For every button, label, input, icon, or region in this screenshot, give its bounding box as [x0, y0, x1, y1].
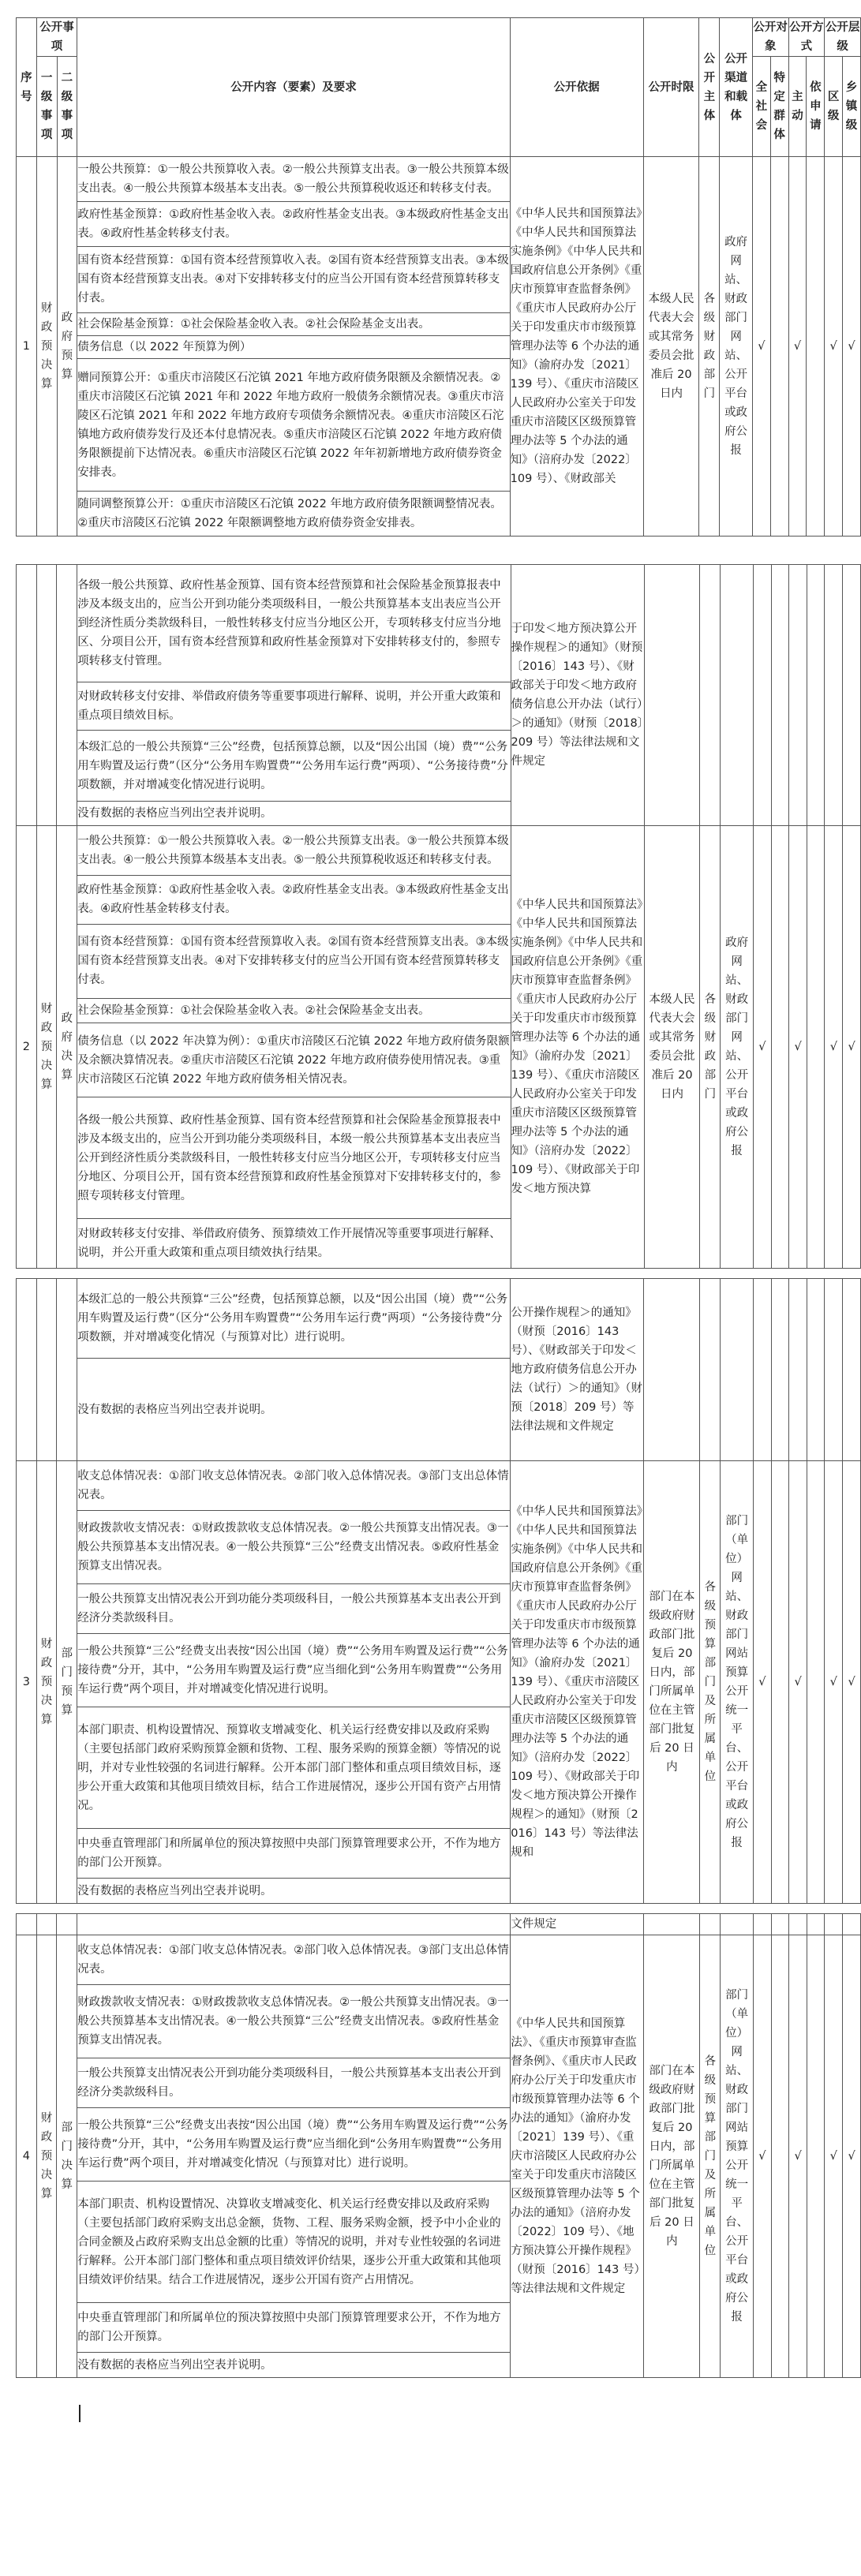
empty-cell — [721, 1914, 754, 1935]
empty-cell — [36, 565, 57, 826]
empty-cell — [771, 1279, 789, 1461]
empty-cell — [644, 565, 700, 826]
check-mark: √ — [843, 826, 861, 1269]
table-row — [17, 1935, 861, 1985]
empty-cell — [807, 1279, 825, 1461]
content-cell: 一般公共预算“三公”经费支出表按“因公出国（境）费”“公务用车购置及运行费”“公务接待费”分开，其中，“公务用车购置及运行费”应当细化到“公务用车购置费”“公务用车运行费”两个项目，并对增减变化情况（与预算对比）进行说明。 — [77, 2107, 511, 2181]
empty-cell — [789, 1279, 807, 1461]
disclosure-table-part-2 — [16, 564, 861, 1269]
subject-cell: 各级预算部门及所属单位 — [700, 1935, 721, 2378]
header-level-group: 公开层级 — [825, 18, 861, 57]
content-cell: 一般公共预算支出情况表公开到功能分类项级科目，一般公共预算基本支出表公开到经济分类款级科目。 — [77, 2058, 511, 2107]
check-mark: √ — [789, 1935, 807, 2378]
header-time: 公开时限 — [643, 18, 699, 157]
content-cell: 一般公共预算：①一般公共预算收入表。②一般公共预算支出表。③一般公共预算本级支出表。④一般公共预算本级基本支出表。⑤一般公共预算税收返还和转移支付表。 — [77, 826, 511, 876]
content-cell: 政府性基金预算：①政府性基金收入表。②政府性基金支出表。③本级政府性基金支出表。④政府性基金转移支付表。 — [77, 201, 510, 246]
content-cell: 对财政转移支付安排、举借政府债务等重要事项进行解释、说明，并公开重大政策和重点项目绩效目标。 — [77, 682, 511, 731]
empty-cell — [753, 1279, 771, 1461]
row-l2: 政府决算 — [57, 826, 77, 1269]
content-cell: 一般公共预算：①一般公共预算收入表。②一般公共预算支出表。③一般公共预算本级支出表。④一般公共预算本级基本支出表。⑤一般公共预算税收返还和转移支付表。 — [77, 157, 510, 202]
empty-cell — [721, 565, 754, 826]
header-target-specific: 特定群体 — [770, 57, 788, 157]
check-mark: √ — [843, 157, 861, 537]
empty-cell — [807, 1914, 825, 1935]
empty-cell — [771, 1461, 789, 1904]
empty-cell — [843, 1914, 861, 1935]
row-l1: 财政预决算 — [36, 1935, 57, 2378]
header-channel: 公开渠道和载体 — [720, 18, 753, 157]
header-mode-group: 公开方式 — [788, 18, 825, 57]
content-cell: 国有资本经营预算：①国有资本经营预算收入表。②国有资本经营预算支出表。③本级国有资本经营预算支出表。④对下安排转移支付的应当公开国有资本经营预算转移支付表。 — [77, 246, 510, 313]
header-mode-active: 主动 — [788, 57, 807, 157]
content-cell: 财政拨款收支情况表：①财政拨款收支总体情况表。②一般公共预算支出情况表。③一般公共预算基本支出情况表。④一般公共预算“三公”经费支出情况表。⑤政府性基金预算支出情况表。 — [77, 1510, 511, 1583]
content-cell: 没有数据的表格应当列出空表并说明。 — [77, 1879, 511, 1904]
empty-cell — [789, 1914, 807, 1935]
check-mark: √ — [843, 1461, 861, 1904]
empty-cell — [644, 1914, 700, 1935]
check-mark: √ — [789, 826, 807, 1269]
text-cursor — [79, 2405, 80, 2422]
table-row — [17, 1279, 861, 1359]
subject-cell: 各级财政部门 — [699, 157, 720, 537]
empty-cell — [771, 1935, 789, 2378]
disclosure-table-part-4 — [16, 1913, 861, 2378]
header-subject: 公开主体 — [699, 18, 720, 157]
header-no: 序号 — [17, 18, 37, 157]
content-cell: 对财政转移支付安排、举借政府债务、预算绩效工作开展情况等重要事项进行解释、说明，并公开重大政策和重点项目绩效执行结果。 — [77, 1219, 511, 1269]
subject-cell: 各级财政部门 — [700, 826, 721, 1269]
content-cell: 收支总体情况表：①部门收支总体情况表。②部门收入总体情况表。③部门支出总体情况表。 — [77, 1935, 511, 1985]
disclosure-table-part-1 — [16, 17, 861, 537]
content-cell: 一般公共预算支出情况表公开到功能分类项级科目，一般公共预算基本支出表公开到经济分类款级科目。 — [77, 1583, 511, 1633]
time-cell: 部门在本级政府财政部门批复后 20 日内，部门所属单位在主管部门批复后 20 日内 — [644, 1461, 700, 1904]
empty-cell — [843, 565, 861, 826]
check-mark: √ — [752, 157, 770, 537]
content-cell: 中央垂直管理部门和所属单位的预决算按照中央部门预算管理要求公开，不作为地方的部门公开预算。 — [77, 2303, 511, 2353]
check-mark: √ — [753, 1935, 771, 2378]
time-cell: 本级人民代表大会或其常务委员会批准后 20 日内 — [644, 826, 700, 1269]
empty-cell — [843, 1279, 861, 1461]
empty-cell — [753, 565, 771, 826]
check-mark: √ — [825, 1461, 843, 1904]
row-number: 2 — [17, 826, 37, 1269]
table-row — [17, 157, 861, 202]
disclosure-table-part-3 — [16, 1278, 861, 1904]
header-level-district: 区级 — [825, 57, 843, 157]
row-l1: 财政预决算 — [36, 157, 57, 537]
content-cell: 财政拨款收支情况表：①财政拨款收支总体情况表。②一般公共预算支出情况表。③一般公共预算基本支出情况表。④一般公共预算“三公”经费支出情况表。⑤政府性基金预算支出情况表。 — [77, 1984, 511, 2058]
empty-cell — [753, 1914, 771, 1935]
empty-cell — [770, 157, 788, 537]
empty-cell — [57, 1914, 77, 1935]
header-level-town: 乡镇级 — [843, 57, 861, 157]
empty-cell — [36, 1914, 57, 1935]
empty-cell — [771, 826, 789, 1269]
content-cell: 债务信息（以 2022 年预算为例） — [77, 336, 510, 359]
content-cell: 本部门职责、机构设置情况、决算收支增减变化、机关运行经费安排以及政府采购（主要包括部门政府采购支出总金额，货物、工程、服务采购金额，授予中小企业的合同金额及占政府采购支出总金额的比重）等情况的说明，并对专业性较强的名词进行解释。公开本部门部门整体和重点项目绩效评价结果，逐步公开重大政策和其他项目绩效评价结果。结合工作进展情况，逐步公开国有资产占用情况。 — [77, 2181, 511, 2303]
check-mark: √ — [825, 157, 843, 537]
channel-cell: 部门（单位）网站、财政部门网站预算公开统一平台、公开平台或政府公报 — [721, 1935, 754, 2378]
empty-cell — [807, 157, 825, 537]
basis-cell: 文件规定 — [511, 1914, 644, 1935]
row-number: 3 — [17, 1461, 37, 1904]
check-mark: √ — [789, 1461, 807, 1904]
table-row — [17, 1914, 861, 1935]
content-cell: 本部门职责、机构设置情况、预算收支增减变化、机关运行经费安排以及政府采购（主要包括部门政府采购预算金额和货物、工程、服务采购的预算金额）等情况的说明，并对专业性较强的名词进行解释。公开本部门部门整体和重点项目绩效目标，逐步公开重大政策和其他项目绩效目标，结合工作进展情况，逐步公开国有资产占用情况。 — [77, 1707, 511, 1829]
empty-cell — [825, 565, 843, 826]
content-cell: 没有数据的表格应当列出空表并说明。 — [77, 802, 511, 826]
content-cell: 各级一般公共预算、政府性基金预算、国有资本经营预算和社会保险基金预算报表中涉及本级支出的，应当公开到功能分类项级科目，一般公共预算基本支出表应当公开到经济性质分类款级科目，一般性转移支付应当分地区公开，专项转移支付应当分地区、分项目公开，国有资本经营预算和政府性基金预算对下安排转移支付的，参照专项转移支付管理。 — [77, 565, 511, 682]
empty-cell — [721, 1279, 754, 1461]
basis-cell: 《中华人民共和国预算法》《中华人民共和国预算法实施条例》《中华人民共和国政府信息公开条例》《重庆市预算审查监督条例》《重庆市人民政府办公厅关于印发重庆市市级预算管理办法等 6 个办法的通知》（渝府办发〔2021〕139 号）、《重庆市涪陵区人民政府办公室关于印发重庆市涪陵区区级预算管理办法等 5 个办法的通知》（涪府办发〔2022〕109 号）、《财政部关 — [510, 157, 643, 537]
empty-cell — [700, 1914, 721, 1935]
empty-cell — [644, 1279, 700, 1461]
empty-cell — [807, 1461, 825, 1904]
empty-cell — [807, 565, 825, 826]
empty-cell — [700, 1279, 721, 1461]
empty-cell — [807, 1935, 825, 2378]
empty-cell — [825, 1914, 843, 1935]
basis-cell: 《中华人民共和国预算法》、《重庆市预算审查监督条例》、《重庆市人民政府办公厅关于印发重庆市市级预算管理办法等 6 个办法的通知》（渝府办发〔2021〕139 号）、《重庆市涪陵区人民政府办公室关于印发重庆市涪陵区区级预算管理办法等 5 个办法的通知》（涪府办发〔2022〕109 号）、《地方预决算公开操作规程》（财预〔2016〕143 号）等法律法规和文件规定 — [511, 1935, 644, 2378]
empty-cell — [700, 565, 721, 826]
content-cell: 中央垂直管理部门和所属单位的预决算按照中央部门预算管理要求公开，不作为地方的部门公开预算。 — [77, 1829, 511, 1879]
check-mark: √ — [843, 1935, 861, 2378]
empty-cell — [17, 565, 37, 826]
header-content: 公开内容（要素）及要求 — [77, 18, 510, 157]
empty-cell — [77, 1914, 511, 1935]
header-basis: 公开依据 — [510, 18, 643, 157]
content-cell: 社会保险基金预算：①社会保险基金收入表。②社会保险基金支出表。 — [77, 313, 510, 336]
content-cell: 没有数据的表格应当列出空表并说明。 — [77, 1359, 511, 1461]
content-cell: 赠同预算公开：①重庆市涪陵区石沱镇 2021 年地方政府债务限额及余额情况表。②重庆市涪陵区石沱镇 2021 年和 2022 年地方政府一般债务余额情况表。③重庆市涪陵区石沱镇 2021 年和 2022 年地方政府专项债务余额情况表。④重庆市涪陵区石沱镇地方政府债券发行及还本付息情况表。⑤重庆市涪陵区石沱镇 2022 年地方政府债务限额提前下达情况表。⑥重庆市涪陵区石沱镇 2022 年年初新增地方政府债券资金安排表。 — [77, 359, 510, 492]
table-row — [17, 565, 861, 682]
content-cell: 一般公共预算“三公”经费支出表按“因公出国（境）费”“公务用车购置及运行费”“公务接待费”分开，其中，“公务用车购置及运行费”应当细化到“公务用车购置费”“公务用车运行费”两个项目，并对增减变化情况进行说明。 — [77, 1633, 511, 1707]
check-mark: √ — [825, 1935, 843, 2378]
channel-cell: 政府网站、财政部门网站、公开平台或政府公报 — [720, 157, 753, 537]
header-item-group: 公开事项 — [36, 18, 77, 57]
row-l2: 政府预算 — [57, 157, 77, 537]
time-cell: 本级人民代表大会或其常务委员会批准后 20 日内 — [643, 157, 699, 537]
empty-cell — [771, 1914, 789, 1935]
subject-cell: 各级预算部门及所属单位 — [700, 1461, 721, 1904]
table-row — [17, 1461, 861, 1511]
empty-cell — [789, 565, 807, 826]
row-l1: 财政预决算 — [36, 1461, 57, 1904]
empty-cell — [36, 1279, 57, 1461]
empty-cell — [807, 826, 825, 1269]
row-l2: 部门决算 — [57, 1935, 77, 2378]
check-mark: √ — [825, 826, 843, 1269]
content-cell: 债务信息（以 2022 年决算为例）：①重庆市涪陵区石沱镇 2022 年地方政府债务限额及余额决算情况表。②重庆市涪陵区石沱镇 2022 年地方政府债券使用情况表。③重庆市涪陵区石沱镇 2022 年地方政府债务相关情况表。 — [77, 1023, 511, 1097]
channel-cell: 政府网站、财政部门网站、公开平台或政府公报 — [721, 826, 754, 1269]
content-cell: 没有数据的表格应当列出空表并说明。 — [77, 2353, 511, 2378]
content-cell: 随同调整预算公开：①重庆市涪陵区石沱镇 2022 年地方政府债务限额调整情况表。②重庆市涪陵区石沱镇 2022 年限额调整地方政府债券资金安排表。 — [77, 492, 510, 537]
content-cell: 各级一般公共预算、政府性基金预算、国有资本经营预算和社会保险基金预算报表中涉及本级支出的，应当公开到功能分类项级科目，本级一般公共预算基本支出表应当公开到经济性质分类款级科目，一般性转移支付应当分地区公开，专项转移支付应当分地区、分项目公开，国有资本经营预算和政府性基金预算对下安排转移支付的，参照专项转移支付管理。 — [77, 1097, 511, 1219]
row-l1: 财政预决算 — [36, 826, 57, 1269]
header-item-l2: 二级事项 — [57, 57, 77, 157]
content-cell: 收支总体情况表：①部门收支总体情况表。②部门收入总体情况表。③部门支出总体情况表。 — [77, 1461, 511, 1511]
content-cell: 本级汇总的一般公共预算“三公”经费，包括预算总额，以及“因公出国（境）费”“公务用车购置及运行费”（区分“公务用车购置费”“公务用车运行费”两项）“公务接待费”分项数额，并对增减变化情况（与预算对比）进行说明。 — [77, 1279, 511, 1359]
header-mode-request: 依申请 — [807, 57, 825, 157]
empty-cell — [825, 1279, 843, 1461]
check-mark: √ — [753, 1461, 771, 1904]
basis-cell: 于印发＜地方预决算公开操作规程＞的通知》（财预〔2016〕143 号）、《财政部关于印发＜地方政府债务信息公开办法（试行）＞的通知》（财预〔2018〕209 号）等法律法规和文件规定 — [511, 565, 644, 826]
time-cell: 部门在本级政府财政部门批复后 20 日内，部门所属单位在主管部门批复后 20 日内 — [644, 1935, 700, 2378]
content-cell: 本级汇总的一般公共预算“三公”经费，包括预算总额，以及“因公出国（境）费”“公务用车购置及运行费”（区分“公务用车购置费”“公务用车运行费”两项）、“公务接待费”分项数额，并对增减变化情况进行说明。 — [77, 730, 511, 801]
empty-cell — [57, 1279, 77, 1461]
empty-cell — [17, 1914, 37, 1935]
empty-cell — [17, 1279, 37, 1461]
channel-cell: 部门（单位）网站、财政部门网站预算公开统一平台、公开平台或政府公报 — [721, 1461, 754, 1904]
table-row — [17, 826, 861, 876]
header-target-all: 全社会 — [752, 57, 770, 157]
row-number: 1 — [17, 157, 37, 537]
check-mark: √ — [753, 826, 771, 1269]
content-cell: 政府性基金预算：①政府性基金收入表。②政府性基金支出表。③本级政府性基金支出表。④政府性基金转移支付表。 — [77, 875, 511, 925]
content-cell: 社会保险基金预算：①社会保险基金收入表。②社会保险基金支出表。 — [77, 998, 511, 1023]
row-l2: 部门预算 — [57, 1461, 77, 1904]
basis-cell: 公开操作规程＞的通知》（财预〔2016〕143 号）、《财政部关于印发＜地方政府债务信息公开办法（试行）＞的通知》（财预〔2018〕209 号）等法律法规和文件规定 — [511, 1279, 644, 1461]
header-target-group: 公开对象 — [752, 18, 788, 57]
basis-cell: 《中华人民共和国预算法》《中华人民共和国预算法实施条例》《中华人民共和国政府信息公开条例》《重庆市预算审查监督条例》《重庆市人民政府办公厅关于印发重庆市市级预算管理办法等 6 个办法的通知》（渝府办发〔2021〕139 号）、《重庆市涪陵区人民政府办公室关于印发重庆市涪陵区区级预算管理办法等 5 个办法的通知》（涪府办发〔2022〕109 号）、《财政部关于印发＜地方预决算 — [511, 826, 644, 1269]
basis-cell: 《中华人民共和国预算法》《中华人民共和国预算法实施条例》《中华人民共和国政府信息公开条例》《重庆市预算审查监督条例》《重庆市人民政府办公厅关于印发重庆市市级预算管理办法等 6 个办法的通知》（渝府办发〔2021〕139 号）、《重庆市涪陵区人民政府办公室关于印发重庆市涪陵区区级预算管理办法等 5 个办法的通知》（涪府办发〔2022〕109 号）、《财政部关于印发＜地方预决算公开操作规程＞的通知》（财预〔2016〕143 号）等法律法规和 — [511, 1461, 644, 1904]
content-cell: 国有资本经营预算：①国有资本经营预算收入表。②国有资本经营预算支出表。③本级国有资本经营预算支出表。④对下安排转移支付的应当公开国有资本经营预算转移支付表。 — [77, 925, 511, 998]
header-item-l1: 一级事项 — [36, 57, 57, 157]
row-number: 4 — [17, 1935, 37, 2378]
empty-cell — [57, 565, 77, 826]
check-mark: √ — [788, 157, 807, 537]
empty-cell — [771, 565, 789, 826]
